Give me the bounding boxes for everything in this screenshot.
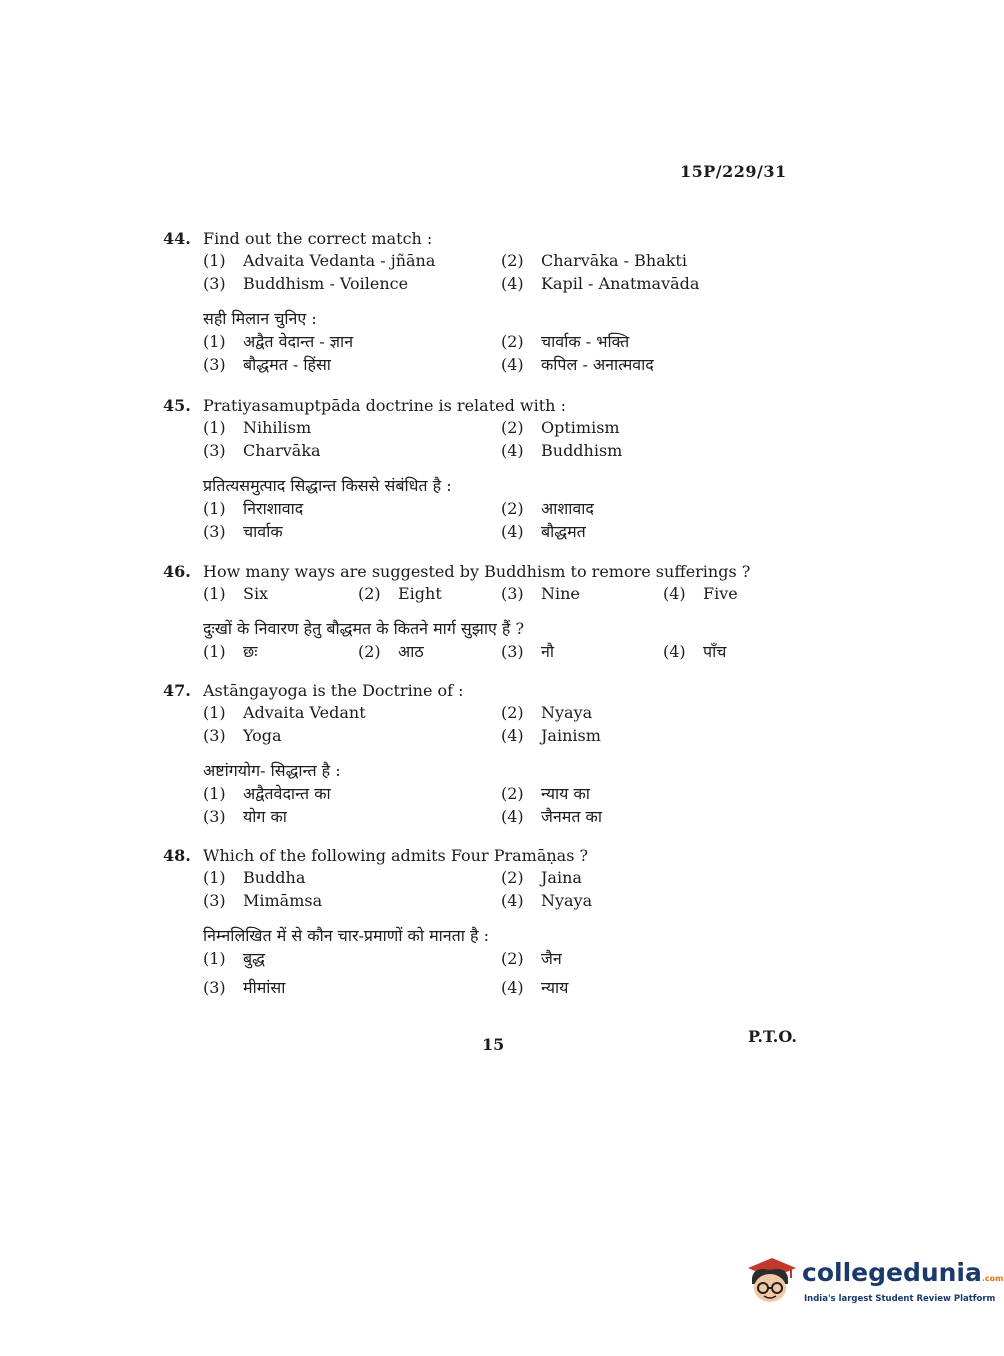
question-48 [163, 846, 803, 999]
question-text-hi: दुःखों के निवारण हेतु बौद्धमत के कितने मार्ग सुझाए हैं ? [203, 619, 525, 638]
option-3-hi: (3) मीमांसा [203, 978, 286, 997]
question-number: 44. [163, 229, 191, 248]
option-4-hi: (4) जैनमत का [501, 807, 602, 826]
option-3-hi: (3) बौद्धमत - हिंसा [203, 355, 331, 374]
page-number: 15 [482, 1035, 505, 1054]
option-4-hi: (4) न्याय [501, 978, 569, 997]
option-3-en: (3) Yoga [203, 726, 282, 745]
option-2-hi: (2) न्याय का [501, 784, 590, 803]
pto-label: P.T.O. [748, 1027, 797, 1046]
option-1-en: (1) Six [203, 584, 269, 603]
option-3-en: (3) Charvāka [203, 441, 321, 460]
option-3-hi: (3) चार्वाक [203, 522, 283, 541]
option-2-en: (2) Eight [358, 584, 442, 603]
option-4-en: (4) Jainism [501, 726, 601, 745]
logo-tagline: India's largest Student Review Platform [804, 1294, 996, 1304]
option-1-en: (1) Nihilism [203, 418, 312, 437]
option-3-hi: (3) नौ [501, 642, 555, 661]
option-2-en: (2) Optimism [501, 418, 620, 437]
option-2-hi: (2) आठ [358, 642, 424, 661]
question-46 [163, 562, 803, 663]
question-text-hi: अष्टांगयोग- सिद्धान्त है : [203, 761, 341, 780]
option-1-hi: (1) बुद्ध [203, 949, 265, 968]
option-1-hi: (1) अद्वैत वेदान्त - ज्ञान [203, 332, 354, 351]
question-text-en: Astāngayoga is the Doctrine of : [203, 681, 464, 700]
question-text-en: Pratiyasamuptpāda doctrine is related with : [203, 396, 566, 415]
option-1-en: (1) Advaita Vedant [203, 703, 366, 722]
question-text-en: Find out the correct match : [203, 229, 433, 248]
question-44 [163, 229, 803, 376]
question-text-en: Which of the following admits Four Pramāṇas ? [203, 846, 589, 865]
question-text-hi: सही मिलान चुनिए : [203, 309, 317, 328]
logo-wordmark: collegedunia [802, 1258, 982, 1287]
question-code: 15P/229/31 [680, 162, 787, 181]
option-3-en: (3) Nine [501, 584, 580, 603]
option-2-en: (2) Jaina [501, 868, 582, 887]
option-1-hi: (1) अद्वैतवेदान्त का [203, 784, 331, 803]
logo-suffix: .com [981, 1274, 1004, 1283]
option-4-en: (4) Buddhism [501, 441, 623, 460]
option-4-hi: (4) पाँच [663, 642, 727, 661]
option-2-hi: (2) जैन [501, 949, 562, 968]
option-4-en: (4) Five [663, 584, 738, 603]
question-number: 45. [163, 396, 191, 415]
option-1-hi: (1) निराशावाद [203, 499, 304, 518]
option-1-en: (1) Advaita Vedanta - jñāna [203, 251, 436, 270]
option-2-hi: (2) आशावाद [501, 499, 594, 518]
option-3-en: (3) Mimāmsa [203, 891, 323, 910]
question-text-en: How many ways are suggested by Buddhism to remore sufferings ? [203, 562, 751, 581]
question-45 [163, 396, 803, 543]
collegedunia-logo [742, 1248, 1004, 1312]
question-text-hi: निम्नलिखित में से कौन चार-प्रमाणों को मानता है : [203, 926, 489, 945]
question-47 [163, 681, 803, 828]
student-mascot-icon [742, 1252, 798, 1308]
option-3-en: (3) Buddhism - Voilence [203, 274, 409, 293]
option-1-en: (1) Buddha [203, 868, 306, 887]
option-4-en: (4) Kapil - Anatmavāda [501, 274, 700, 293]
option-2-en: (2) Charvāka - Bhakti [501, 251, 687, 270]
option-4-en: (4) Nyaya [501, 891, 593, 910]
option-3-hi: (3) योग का [203, 807, 287, 826]
option-4-hi: (4) कपिल - अनात्मवाद [501, 355, 654, 374]
question-number: 48. [163, 846, 191, 865]
option-1-hi: (1) छः [203, 642, 258, 661]
question-number: 47. [163, 681, 191, 700]
option-2-hi: (2) चार्वाक - भक्ति [501, 332, 630, 351]
option-2-en: (2) Nyaya [501, 703, 593, 722]
question-number: 46. [163, 562, 191, 581]
option-4-hi: (4) बौद्धमत [501, 522, 586, 541]
question-text-hi: प्रतित्यसमुत्पाद सिद्धान्त किससे संबंधित है : [203, 476, 452, 495]
